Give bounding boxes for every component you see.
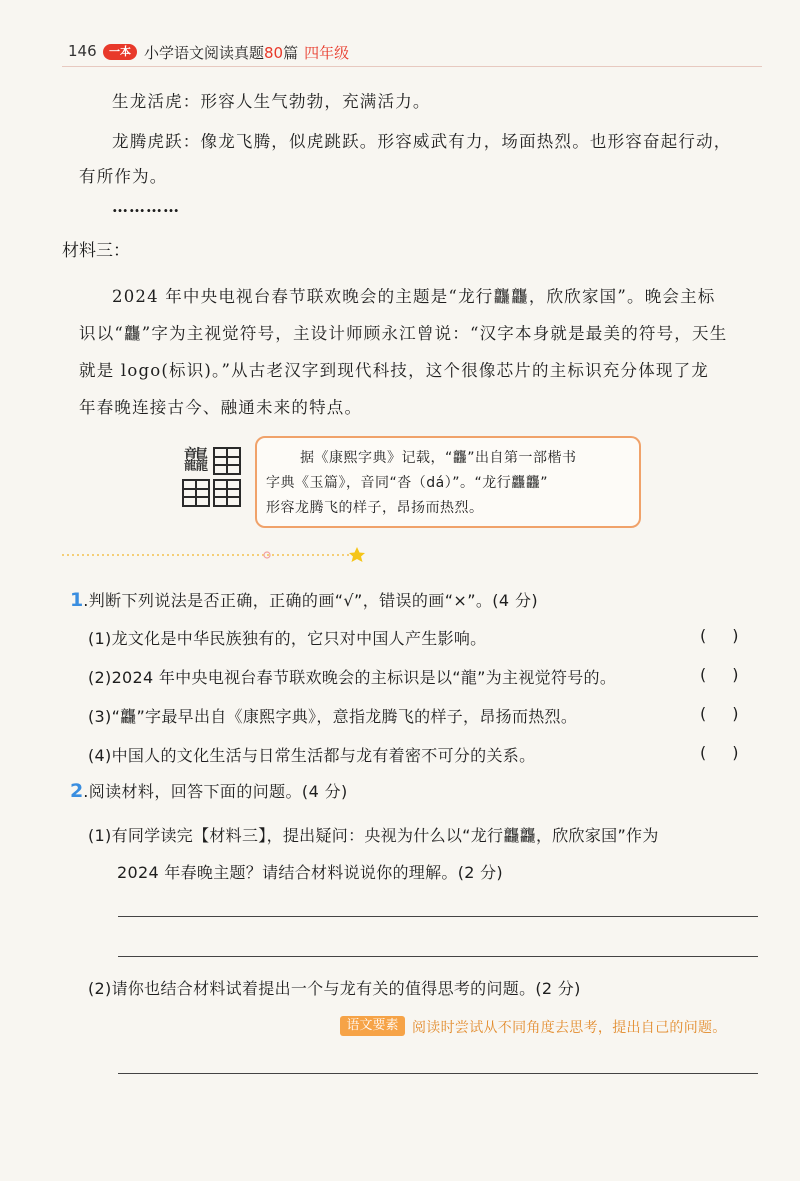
answer-blank[interactable]: () xyxy=(700,704,765,723)
question-number: 2 xyxy=(70,780,84,802)
judge-item: (4)中国人的文化生活与日常生活都与龙有着密不可分的关系。 xyxy=(88,746,536,765)
idiom-line: 龙腾虎跃：像龙飞腾，似虎跳跃。形容威武有力，场面热烈。也形容奋起行动， xyxy=(112,132,732,151)
paragraph-line: 2024 年中央电视台春节联欢晚会的主题是“龙行龘龘，欣欣家国”。晚会主标 xyxy=(112,287,716,306)
paragraph-line: 年春晚连接古今、融通未来的特点。 xyxy=(79,398,363,417)
idiom-line: 有所作为。 xyxy=(79,167,168,186)
ellipsis: ………… xyxy=(112,197,180,216)
question-1 xyxy=(70,588,538,611)
title-suffix: 篇 xyxy=(283,44,299,62)
divider-decoration xyxy=(62,545,367,563)
sub-question: 2024 年春晚主题？请结合材料说说你的理解。(2 分) xyxy=(117,863,503,882)
question-text: .阅读材料，回答下面的问题。(4 分) xyxy=(83,782,348,801)
idiom-line: 生龙活虎：形容人生气勃勃，充满活力。 xyxy=(112,92,431,111)
book-title xyxy=(144,42,349,63)
note-line: 据《康熙字典》记载，“龘”出自第一部楷书 xyxy=(300,450,577,466)
header-rule xyxy=(62,66,762,67)
dragon-glyph-icon xyxy=(180,445,244,509)
answer-blank[interactable]: () xyxy=(700,743,765,762)
section-heading: 材料三： xyxy=(62,241,130,261)
question-2 xyxy=(70,779,348,802)
judge-item: (1)龙文化是中华民族独有的，它只对中国人产生影响。 xyxy=(88,629,487,648)
tip-badge: 语文要素 xyxy=(340,1016,405,1036)
tip-text: 阅读时尝试从不同角度去思考，提出自己的问题。 xyxy=(412,1020,727,1036)
brand-badge: 一本 xyxy=(103,44,137,60)
answer-line[interactable] xyxy=(118,1073,758,1074)
judge-item: (3)“龘”字最早出自《康熙字典》，意指龙腾飞的样子，昂扬而热烈。 xyxy=(88,707,578,726)
question-text: .判断下列说法是否正确，正确的画“√”，错误的画“×”。(4 分) xyxy=(83,591,539,610)
question-number: 1 xyxy=(70,589,84,611)
paragraph-line: 识以“龘”字为主视觉符号，主设计师顾永江曾说：“汉字本身就是最美的符号，天生 xyxy=(79,324,728,343)
answer-line[interactable] xyxy=(118,956,758,957)
grade-label: 四年级 xyxy=(304,44,350,62)
judge-item: (2)2024 年中央电视台春节联欢晚会的主标识是以“龍”为主视觉符号的。 xyxy=(88,668,617,687)
title-prefix: 小学语文阅读真题 xyxy=(144,44,265,62)
sub-question: (1)有同学读完【材料三】，提出疑问：央视为什么以“龙行龘龘，欣欣家国”作为 xyxy=(88,826,659,845)
page-number: 146 xyxy=(68,42,97,60)
glyph-char: 龘 xyxy=(182,446,210,476)
sub-question: (2)请你也结合材料试着提出一个与龙有关的值得思考的问题。(2 分) xyxy=(88,979,581,998)
answer-line[interactable] xyxy=(118,916,758,917)
note-line: 字典《玉篇》，音同“沓（dá）”。“龙行龘龘” xyxy=(266,475,548,491)
paragraph-line: 就是 logo(标识)。”从古老汉字到现代科技，这个很像芯片的主标识充分体现了龙 xyxy=(79,361,710,380)
answer-blank[interactable]: () xyxy=(700,665,765,684)
answer-blank[interactable]: () xyxy=(700,626,765,645)
title-count: 80 xyxy=(264,44,284,62)
note-line: 形容龙腾飞的样子，昂扬而热烈。 xyxy=(266,500,484,516)
